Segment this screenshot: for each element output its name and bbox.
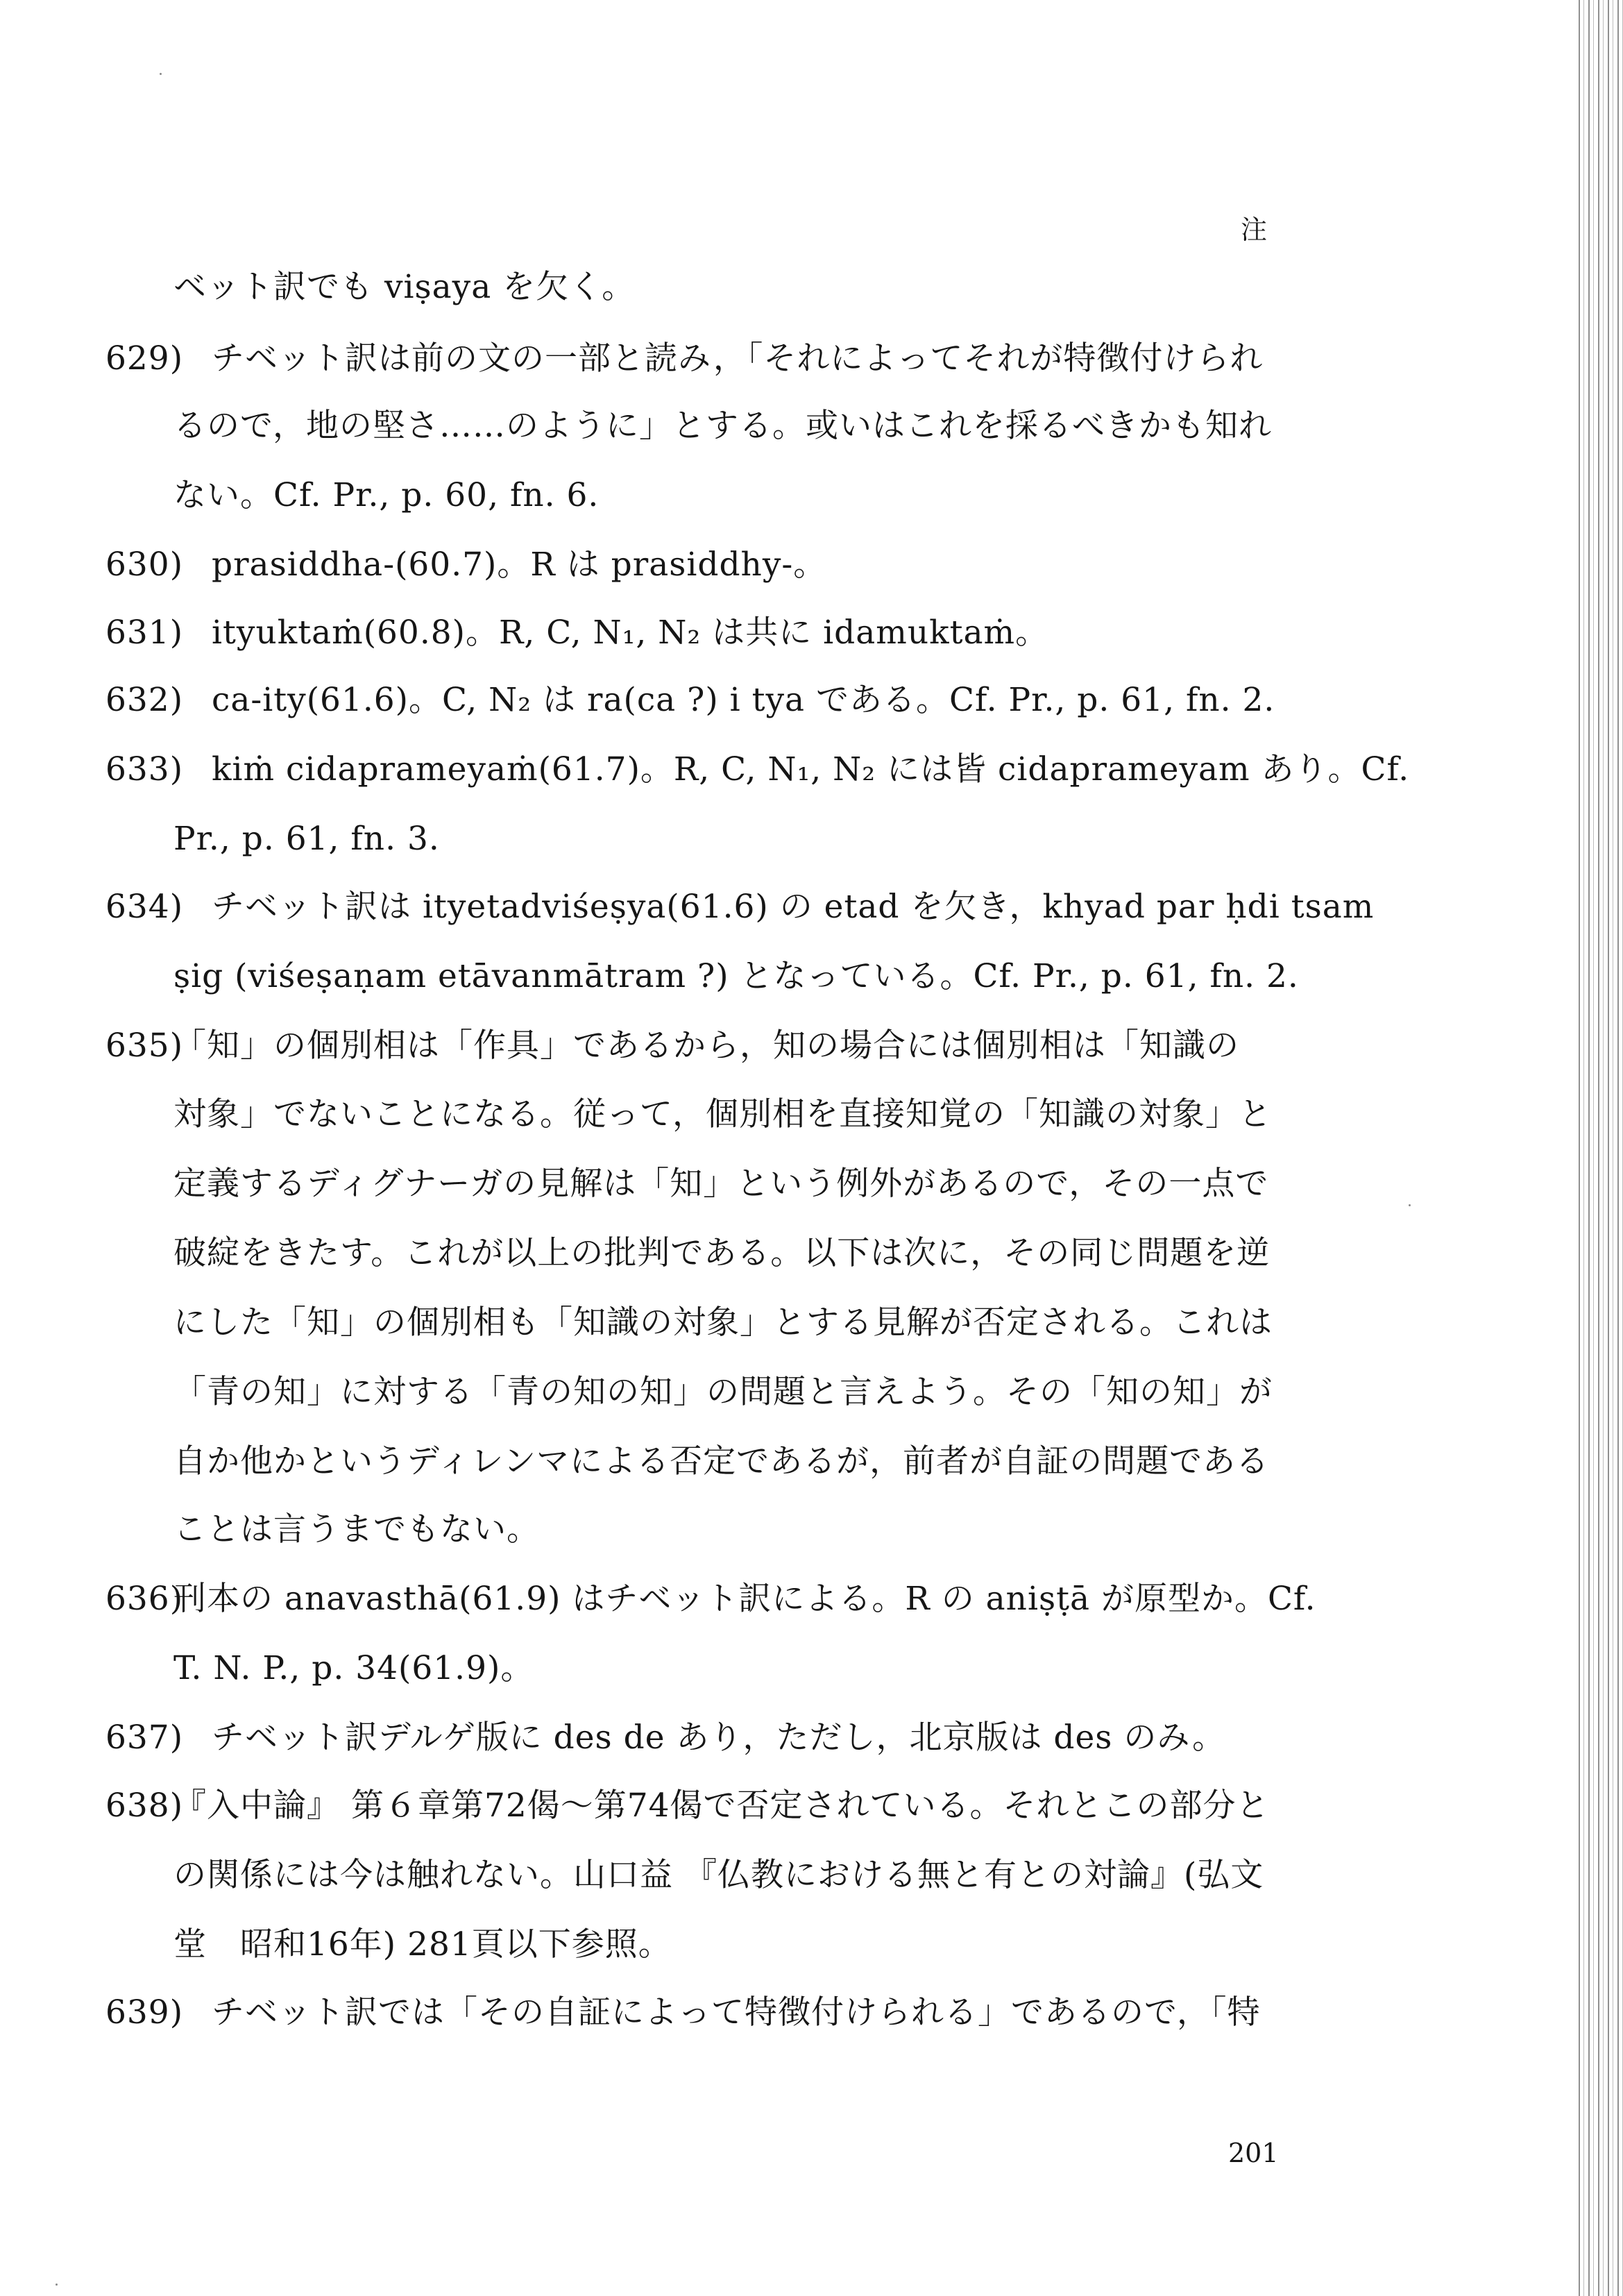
note-number: 631) — [105, 614, 184, 652]
note-text: Pr., p. 61, fn. 3. — [173, 820, 440, 858]
note-text: ない。Cf. Pr., p. 60, fn. 6. — [173, 476, 600, 514]
note-text: ことは言うまでもない。 — [173, 1510, 540, 1548]
note-text: 堂 昭和16年) 281頁以下参照。 — [173, 1925, 672, 1964]
note-number: 635) — [105, 1027, 184, 1065]
note-text: チベット訳では「その自証によって特徴付けられる」であるので，「特 — [212, 1993, 1261, 2032]
note-number: 639) — [105, 1993, 184, 2032]
note-text: チベット訳デルゲ版に des de あり，ただし，北京版は des のみ。 — [212, 1719, 1226, 1757]
page-number: 201 — [1228, 2138, 1279, 2168]
note-text: kiṁ cidaprameyaṁ(61.7)。R, C, N₁, N₂ には皆 cidaprameyam あり。Cf. — [212, 750, 1410, 788]
note-text: 破綻をきたす。これが以上の批判である。以下は次に，その同じ問題を逆 — [173, 1234, 1271, 1272]
note-text: ityuktaṁ(60.8)。R, C, N₁, N₂ は共に idamuktaṁ。 — [212, 614, 1049, 652]
note-number: 638) — [105, 1787, 184, 1825]
note-text: 「青の知」に対する「青の知の知」の問題と言えよう。その「知の知」が — [173, 1373, 1273, 1411]
note-number: 630) — [105, 546, 184, 584]
scan-speck — [1409, 1204, 1411, 1206]
note-text: ca-ity(61.6)。C, N₂ は ra(ca ?) i tya である。Cf. Pr., p. 61, fn. 2. — [212, 681, 1275, 719]
note-number: 636) — [105, 1580, 184, 1618]
note-text: チベット訳は前の文の一部と読み，「それによってそれが特徴付けられ — [212, 339, 1264, 378]
scan-speck — [160, 73, 162, 75]
running-header: 注 — [1241, 214, 1268, 245]
note-text: 対象」でないことになる。従って，個別相を直接知覚の「知識の対象」と — [173, 1095, 1273, 1133]
note-text: チベット訳は ityetadviśeṣya(61.6) の etad を欠き，khyad par ḥdi tsam — [212, 888, 1375, 926]
note-text: 『入中論』 第６章第72偈～第74偈で否定されている。それとこの部分と — [173, 1787, 1270, 1825]
note-number: 632) — [105, 681, 184, 719]
note-number: 633) — [105, 750, 184, 788]
note-number: 637) — [105, 1719, 184, 1757]
scan-speck — [56, 2284, 58, 2286]
note-text: にした「知」の個別相も「知識の対象」とする見解が否定される。これは — [173, 1303, 1273, 1342]
note-text: ベット訳でも viṣaya を欠く。 — [173, 268, 636, 306]
note-text: prasiddha-(60.7)。R は prasiddhy-。 — [212, 546, 827, 584]
page-edge-shadow — [1574, 0, 1623, 2296]
note-text: るので，地の堅さ……のように」とする。或いはこれを採るべきかも知れ — [173, 407, 1273, 445]
note-text: 定義するディグナーガの見解は「知」という例外があるので，その一点で — [173, 1165, 1269, 1203]
note-text: の関係には今は触れない。山口益 『仏教における無と有との対論』(弘文 — [173, 1856, 1264, 1894]
note-text: T. N. P., p. 34(61.9)。 — [173, 1649, 534, 1687]
note-text: ṣig (viśeṣaṇam etāvanmātram ?) となっている。Cf. Pr., p. 61, fn. 2. — [173, 957, 1299, 995]
note-number: 629) — [105, 339, 184, 378]
note-text: 自か他かというディレンマによる否定であるが，前者が自証の問題である — [173, 1442, 1270, 1480]
note-text: 刊本の anavasthā(61.9) はチベット訳による。R の aniṣṭā が原型か。Cf. — [173, 1580, 1316, 1618]
note-number: 634) — [105, 888, 184, 926]
note-text: 「知」の個別相は「作具」であるから，知の場合には個別相は「知識の — [173, 1027, 1239, 1065]
